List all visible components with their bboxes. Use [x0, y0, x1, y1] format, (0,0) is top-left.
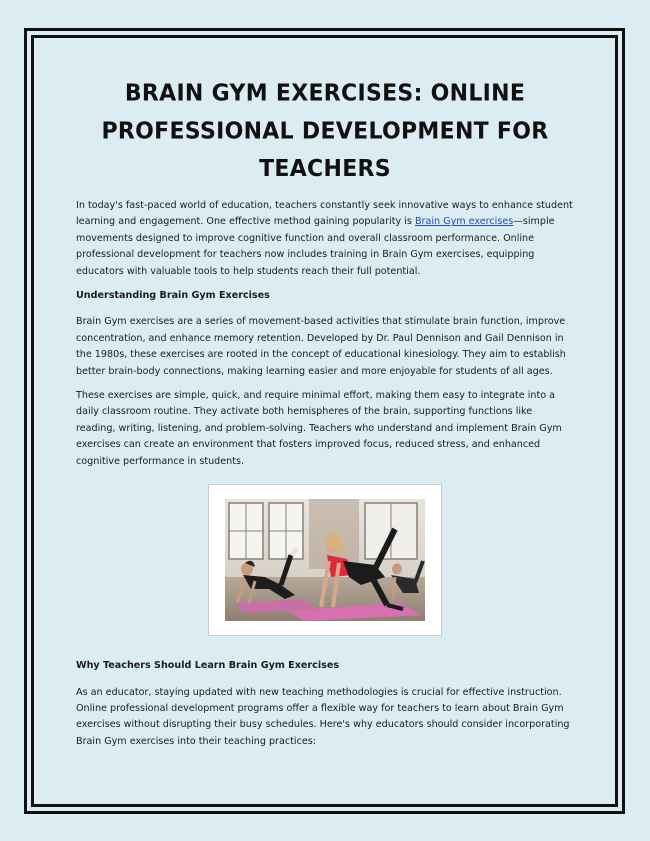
intro-text-end: —simple movements designed to improve cognitive function and overall classroom performance. Online professional development for teachers now includes training in Brain Gym exercises, equipping educators with valuable tools to help students reach their full potential. [76, 216, 555, 277]
section-heading-understanding: Understanding Brain Gym Exercises [76, 290, 270, 302]
exercise-photo [208, 484, 442, 636]
section-heading-why-teachers: Why Teachers Should Learn Brain Gym Exercises [76, 660, 340, 672]
intro-text-start: In today's fast-paced world of education, teachers constantly seek innovative ways to enhance student learning and engagement. One effective method gaining popularity is [76, 200, 573, 228]
page-title: BRAIN GYM EXERCISES: ONLINE PROFESSIONAL DEVELOPMENT FOR TEACHERS [101, 80, 549, 183]
section2-paragraph-1: As an educator, staying updated with new teaching methodologies is crucial for effective instruction. Online professional development programs offer a flexible way for teachers to learn about Brain Gym exercises without disrupting their busy schedules. Here's why educators should consider incorporating Brain Gym exercises into their teaching practices: [76, 686, 570, 747]
section1-paragraph-2: These exercises are simple, quick, and require minimal effort, making them easy to integrate into a daily classroom routine. They activate both hemispheres of the brain, supporting functions like reading, writing, listening, and problem-solving. Teachers who understand and implement Brain Gym exercises can create an environment that fosters improved focus, reduced stress, and enhanced cognitive performance in students. [76, 390, 562, 467]
intro-paragraph [76, 198, 574, 280]
brain-gym-exercises-link[interactable]: Brain Gym exercises [414, 216, 514, 228]
section1-paragraph-1: Brain Gym exercises are a series of movement-based activities that stimulate brain function, improve concentration, and enhance memory retention. Developed by Dr. Paul Dennison and Gail Dennison in the 1980s, these exercises are rooted in the concept of educational kinesiology. They aim to establish better brain-body connections, making learning easier and more enjoyable for students of all ages. [76, 316, 566, 377]
exercise-photo-illustration [225, 499, 425, 621]
document-body [76, 78, 574, 758]
